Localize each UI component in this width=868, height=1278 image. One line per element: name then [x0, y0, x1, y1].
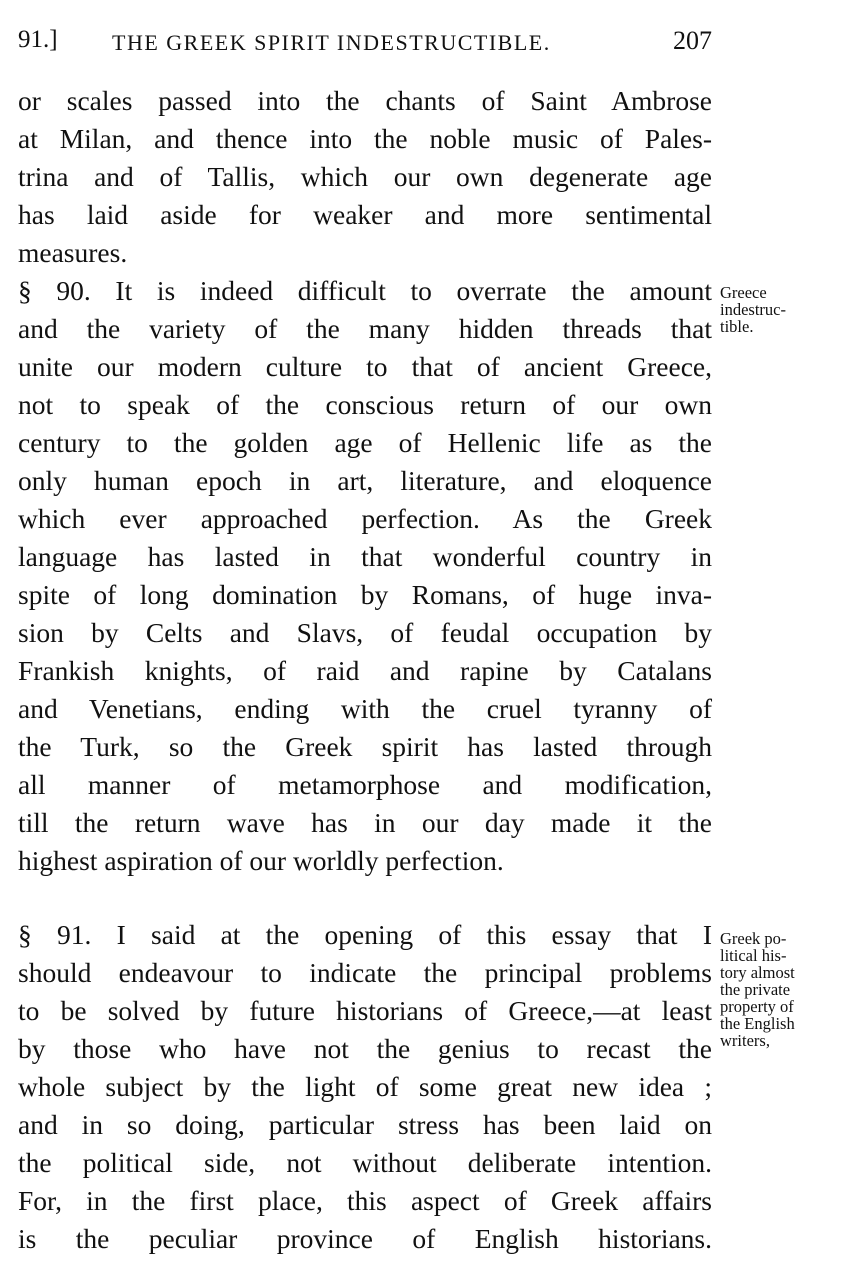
- text-line: and the variety of the many hidden threads that: [18, 313, 712, 344]
- margin-note-line: the private: [720, 980, 791, 999]
- chapter-title: THE GREEK SPIRIT INDESTRUCTIBLE.: [112, 30, 551, 55]
- margin-note-line: the English: [720, 1014, 795, 1033]
- text-line: spite of long domination by Romans, of huge inva-: [18, 579, 712, 610]
- body-text-upper: [18, 82, 712, 880]
- page-number: 207: [673, 26, 712, 55]
- margin-note-line: Greece: [720, 283, 767, 302]
- text-line: century to the golden age of Hellenic life as the: [18, 427, 712, 458]
- margin-note-line: indestruc-: [720, 300, 786, 319]
- margin-note-greek-political-history: [720, 930, 860, 1049]
- text-line: at Milan, and thence into the noble music of Pales-: [18, 123, 712, 154]
- text-line: should endeavour to indicate the principal problems: [18, 957, 712, 988]
- text-line: the political side, not without deliberate intention.: [18, 1147, 712, 1178]
- text-line: and Venetians, ending with the cruel tyranny of: [18, 693, 712, 724]
- margin-note-line: litical his-: [720, 946, 787, 965]
- text-line: and in so doing, particular stress has been laid on: [18, 1109, 712, 1140]
- text-line: all manner of metamorphose and modification,: [18, 769, 712, 800]
- text-line: not to speak of the conscious return of our own: [18, 389, 712, 420]
- text-line: whole subject by the light of some great new idea ;: [18, 1071, 712, 1102]
- margin-note-line: property of: [720, 997, 794, 1016]
- text-line: to be solved by future historians of Greece,—at least: [18, 995, 712, 1026]
- text-line: § 90. It is indeed difficult to overrate the amount: [18, 275, 712, 306]
- text-line: which ever approached perfection. As the Greek: [18, 503, 712, 534]
- text-line: only human epoch in art, literature, and eloquence: [18, 465, 712, 496]
- body-text-lower: [18, 916, 712, 1258]
- running-head: [18, 24, 712, 58]
- margin-note-line: tory almost: [720, 963, 795, 982]
- text-line: the Turk, so the Greek spirit has lasted through: [18, 731, 712, 762]
- section-number: 91.]: [18, 26, 58, 53]
- text-line: is the peculiar province of English historians.: [18, 1223, 712, 1254]
- text-line: trina and of Tallis, which our own degenerate age: [18, 161, 712, 192]
- text-line: till the return wave has in our day made it the: [18, 807, 712, 838]
- text-line: sion by Celts and Slavs, of feudal occupation by: [18, 617, 712, 648]
- text-line: or scales passed into the chants of Saint Ambrose: [18, 85, 712, 116]
- margin-note-line: writers,: [720, 1031, 770, 1050]
- text-line: § 91. I said at the opening of this essay that I: [18, 919, 712, 950]
- paragraph-90: [18, 272, 712, 880]
- text-line: For, in the first place, this aspect of Greek affairs: [18, 1185, 712, 1216]
- margin-note-line: Greek po-: [720, 929, 787, 948]
- paragraph-91: [18, 916, 712, 1258]
- paragraph-continued: [18, 82, 712, 272]
- margin-note-line: tible.: [720, 317, 754, 336]
- text-line: unite our modern culture to that of ancient Greece,: [18, 351, 712, 382]
- text-line: by those who have not the genius to recast the: [18, 1033, 712, 1064]
- text-line: measures.: [18, 237, 128, 268]
- margin-note-greece-indestructible: [720, 284, 860, 335]
- text-line: language has lasted in that wonderful country in: [18, 541, 712, 572]
- text-line: has laid aside for weaker and more sentimental: [18, 199, 712, 230]
- text-line: highest aspiration of our worldly perfection.: [18, 845, 504, 876]
- text-line: Frankish knights, of raid and rapine by Catalans: [18, 655, 712, 686]
